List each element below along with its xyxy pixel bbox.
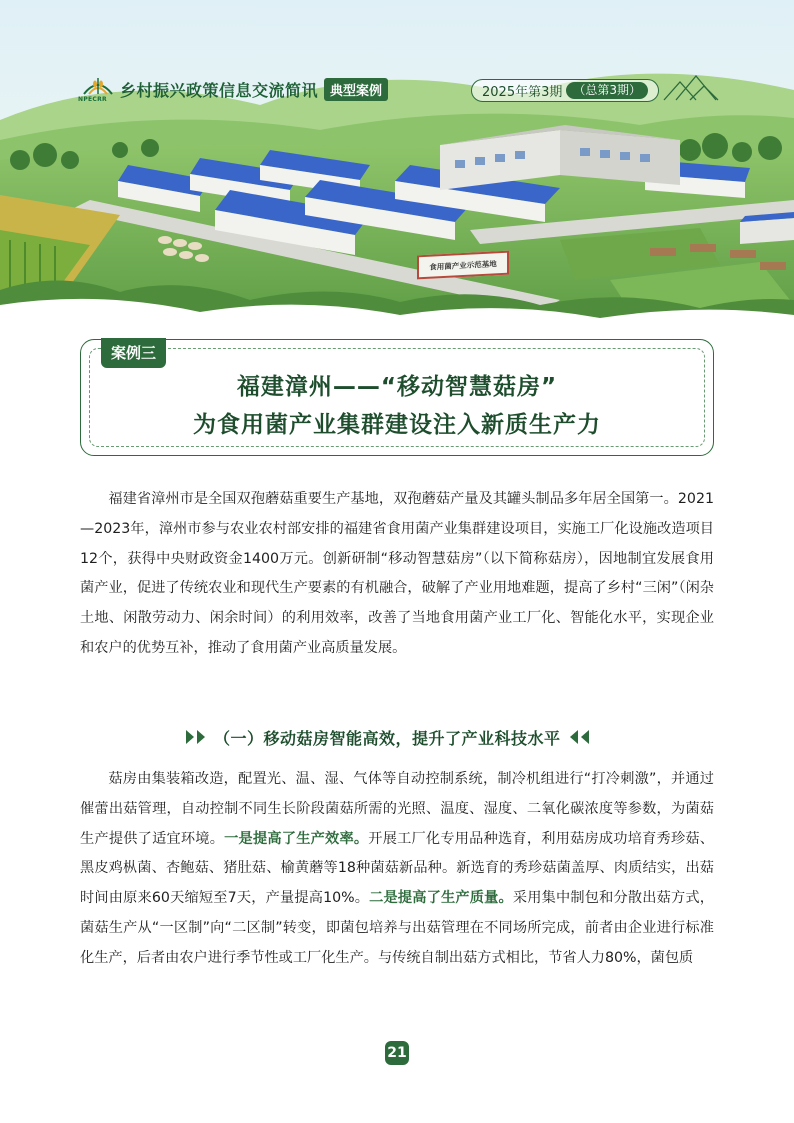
- issue-number: 2025年第3期: [482, 85, 563, 100]
- chevron-left-icon: [581, 730, 589, 744]
- intro-paragraph: 福建省漳州市是全国双孢蘑菇重要生产基地，双孢蘑菇产量及其罐头制品多年居全国第一。2021—2023年，漳州市参与农业农村部安排的福建省食用菌产业集群建设项目，实施工厂化设施改造项目12个，获得中央财政资金1400万元。创新研制“移动智慧菇房”（以下简称菇房），因地制宜发展食用菌产业，促进了传统农业和现代生产要素的有机融合，破解了产业用地难题，提高了乡村“三闲”（闲杂土地、闲散劳动力、闲余时间）的利用效率，改善了当地食用菌产业工厂化、智能化水平，实现企业和农户的优势互补，推动了食用菌产业高质量发展。: [80, 491, 714, 656]
- highlight-efficiency: 一是提高了生产效率。: [224, 830, 369, 847]
- wheat-logo-icon: [80, 74, 116, 98]
- issue-total: （总第3期）: [566, 82, 648, 99]
- article-title-line2: 为食用菌产业集群建设注入新质生产力: [193, 412, 601, 438]
- chevron-right-icon: [186, 730, 194, 744]
- section-heading-text: （一）移动菇房智能高效，提升了产业科技水平: [214, 728, 561, 748]
- article-title-line1: 福建漳州——“移动智慧菇房”: [236, 374, 558, 400]
- section-text-a: 菇房由集装箱改造，配置光、温、湿、气体等自动控制系统，制冷机组进行“打冷刺激”，并通过催蕾出菇管理，自动控制不同生长阶段菌菇所需的光照、温度、湿度、二氧化碳浓度等参数，为菌菇生产提供了适宜环境。: [80, 771, 714, 847]
- logo-text: NPECRR: [78, 96, 107, 103]
- masthead: [80, 74, 388, 104]
- farm-illustration: [0, 0, 794, 325]
- chevron-left-icon: [570, 730, 578, 744]
- page-number: 21: [385, 1041, 409, 1065]
- section-text-c: 采用集中制包和分散出菇方式，菌菇生产从“一区制”向“二区制”转变，即菌包培养与出菇管理在不同场所完成，前者由企业进行标准化生产，后者由农户进行季节性或工厂化生产。与传统自制出菇方式相比，节省人力80%，菌包质: [80, 890, 714, 966]
- section-heading: [186, 724, 589, 750]
- section-text-b: 开展工厂化专用品种选育，利用菇房成功培育秀珍菇、黑皮鸡枞菌、杏鲍菇、猪肚菇、榆黄蘑等18种菌菇新品种。新选育的秀珍菇菌盖厚、肉质结实，出菇时间由原来60天缩短至7天，产量提高10%。: [80, 830, 714, 907]
- npecrr-logo: [80, 74, 116, 104]
- header-illustration: [0, 0, 794, 325]
- chevron-right-icon: [197, 730, 205, 744]
- case-label: 案例三: [101, 338, 166, 368]
- highlight-quality: 二是提高了生产质量。: [369, 890, 513, 907]
- category-tag: 典型案例: [324, 78, 388, 101]
- issue-badge: [471, 79, 659, 102]
- section-paragraph: [80, 765, 714, 974]
- publication-title: 乡村振兴政策信息交流简讯: [120, 80, 319, 100]
- demo-base-sign: 食用菌产业示范基地: [417, 251, 509, 280]
- title-box: [80, 339, 714, 456]
